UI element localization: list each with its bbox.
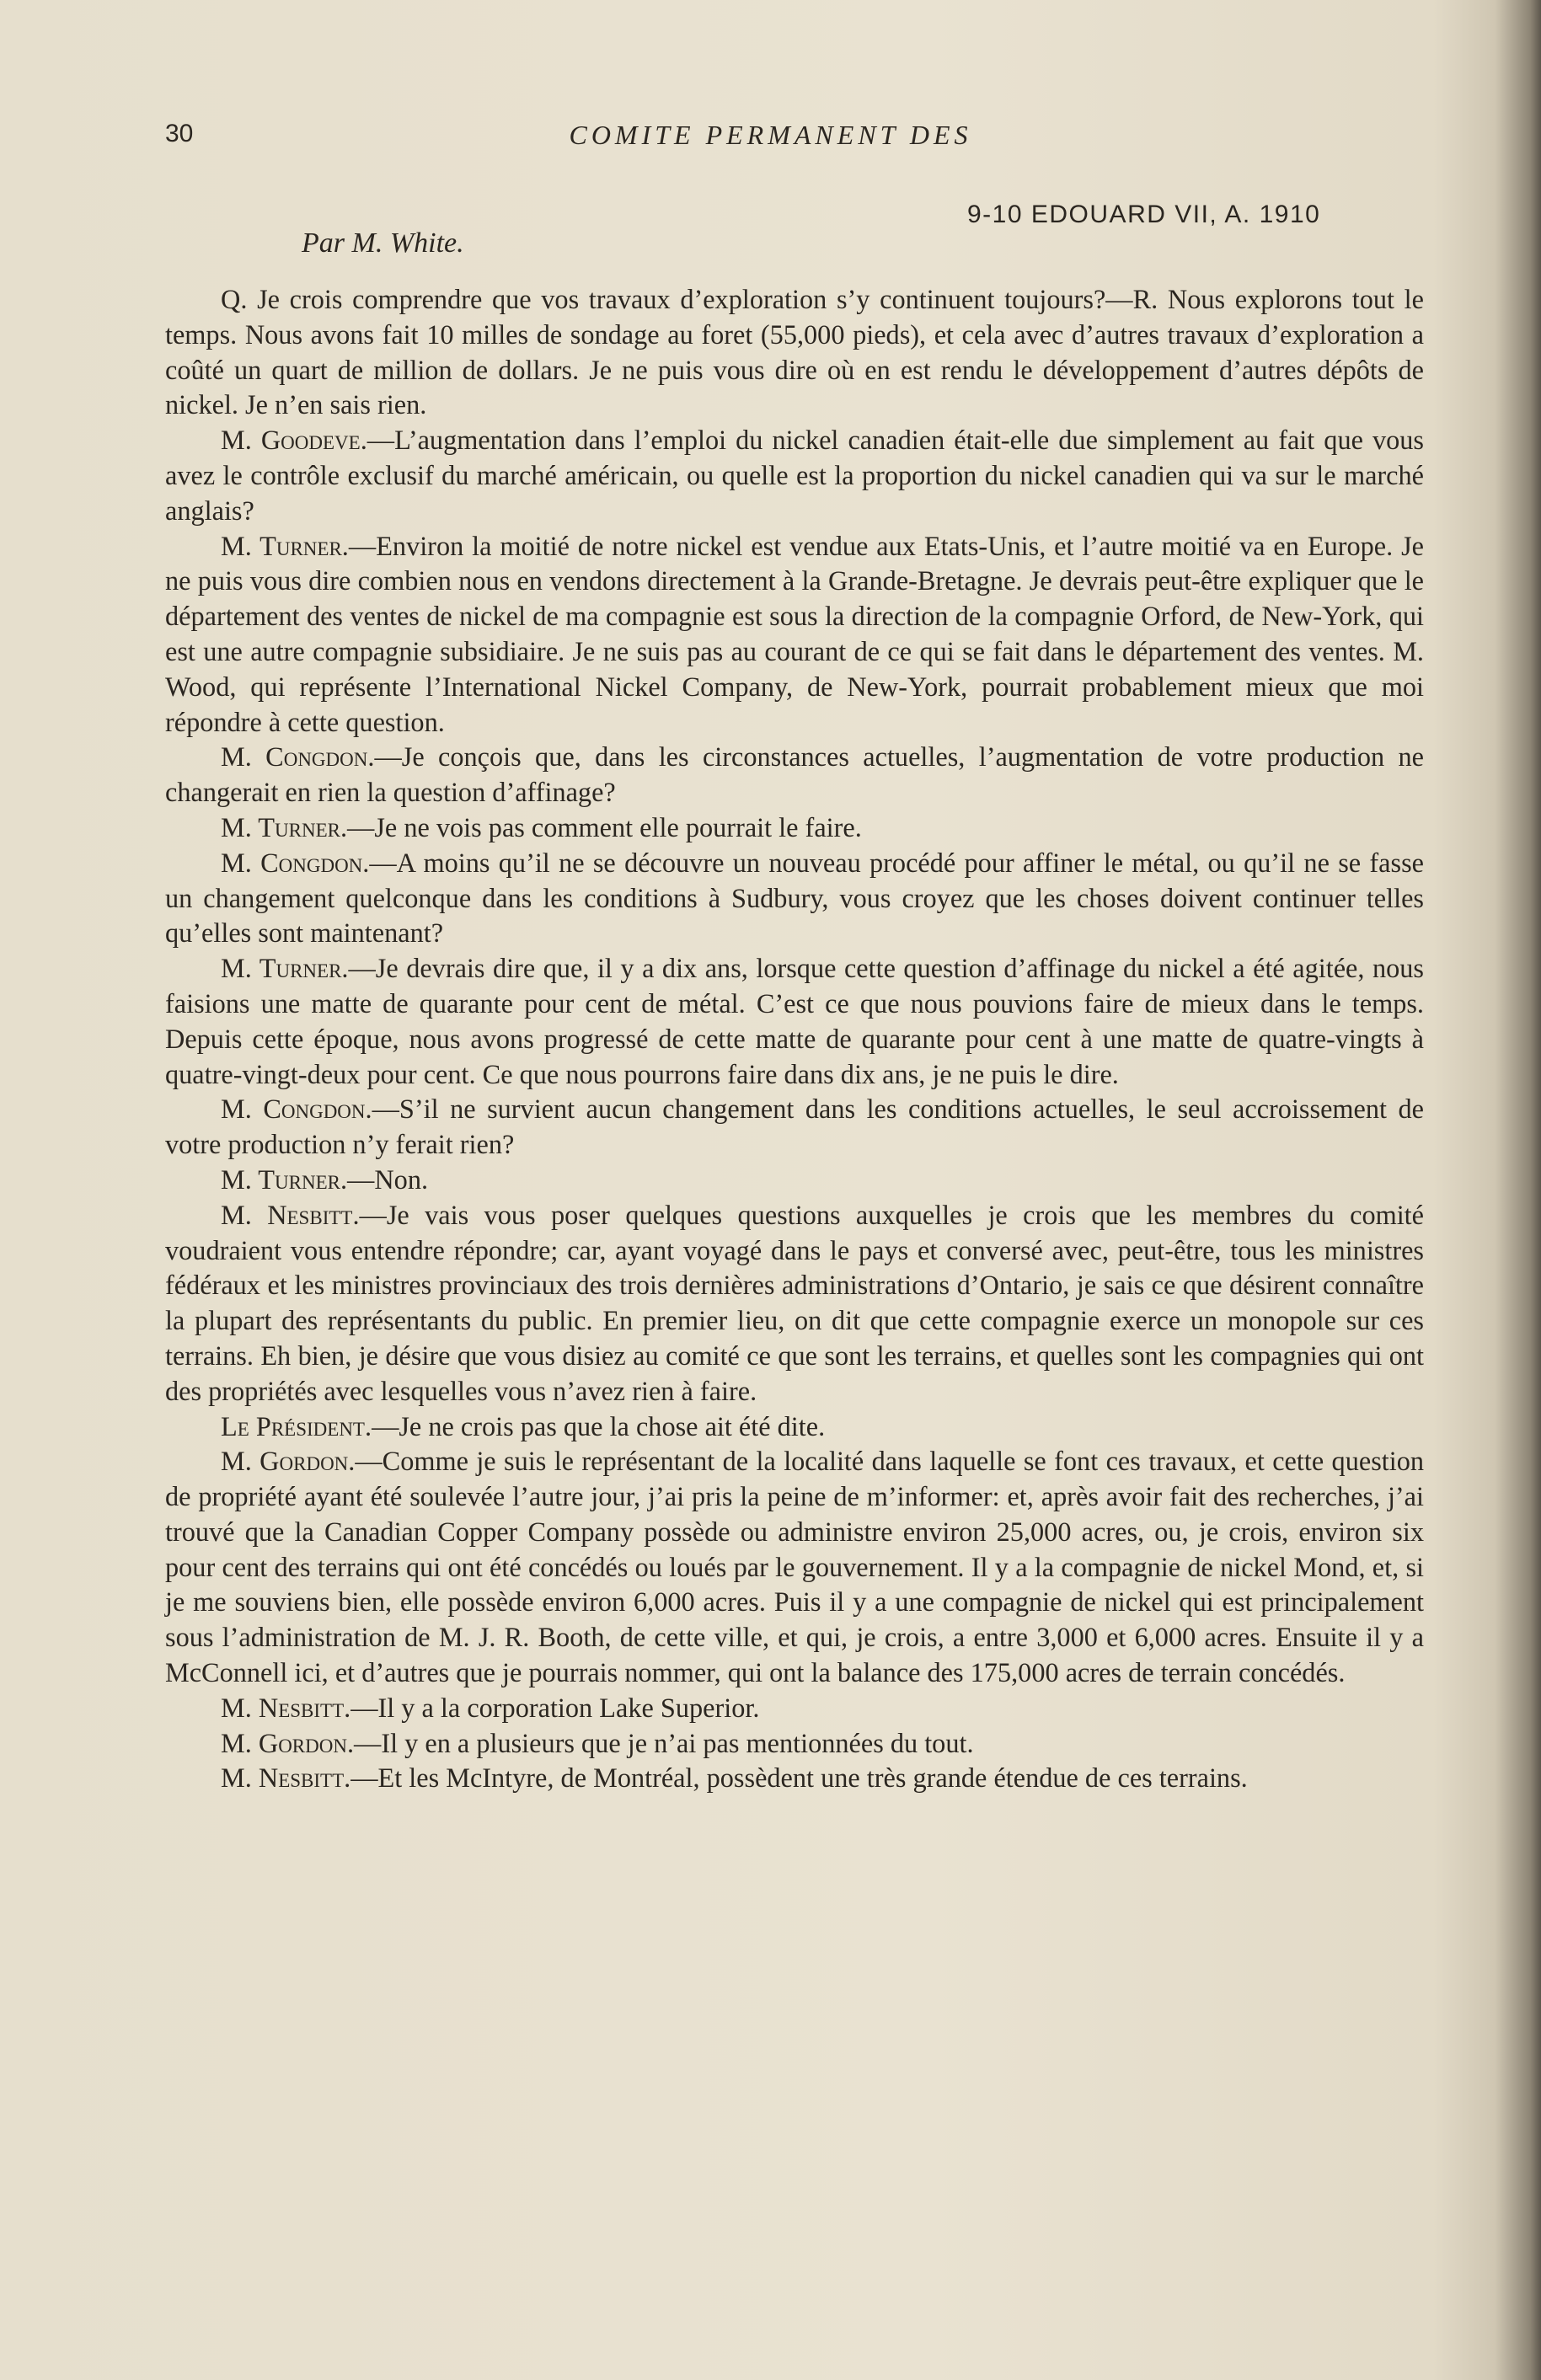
paragraph-nesbitt [165, 1691, 1424, 1726]
paragraph-text: —Environ la moitié de notre nickel est vendue aux Etats-Unis, et l’autre moitié va en Europe. Je ne puis vous dire combien nous en vendons directement à la Grande-Bretagne. Je devrais peut-être expliquer que le département des ventes de nickel de ma compagnie est sous la direction de la compagnie Orford, de New-York, qui est une autre compagnie subsidiaire. Je ne suis pas au courant de ce qui se fait dans le département des ventes. M. Wood, qui représente l’International Nickel Company, de New-York, pourrait probablement mieux que moi répondre à cette question. [165, 530, 1424, 737]
paragraph-congdon [165, 1092, 1424, 1163]
paragraph-turner [165, 529, 1424, 741]
speaker-name: M. Gordon. [221, 1727, 355, 1758]
paragraph-text: —Comme je suis le représentant de la localité dans laquelle se font ces travaux, et cette question de propriété ayant été soulevée l’autre jour, j’ai pris la peine de m’informer: et, après avoir fait des recherches, j’ai trouvé que la Canadian Copper Company possède ou administre environ 25,000 acres, ou, je crois, environ six pour cent des terrains qui ont été concédés ou loués par le gouvernement. Il y a la compagnie de nickel Mond, et, si je me souviens bien, elle possède environ 6,000 acres. Puis il y a une compagnie de nickel qui est principalement sous l’administration de M. J. R. Booth, de cette ville, et qui, je crois, a entre 3,000 et 6,000 acres. Ensuite il y a McConnell ici, et d’autres que je pourrais nommer, qui ont la balance des 175,000 acres de terrain concédés. [165, 1446, 1425, 1688]
paragraph-text: —Je devrais dire que, il y a dix ans, lorsque cette question d’affinage du nickel a été agitée, nous faisions une matte de quarante pour cent de métal. C’est ce que nous pouvions faire de mieux dans le temps. Depuis cette époque, nous avons progressé de cette matte de quarante pour cent à une matte de quatre-vingts à quatre-vingt-deux pour cent. Ce que nous pourrons faire dans dix ans, je ne puis le dire. [165, 953, 1424, 1089]
speaker-name: M. Nesbitt. [221, 1692, 351, 1723]
paragraph-congdon [165, 740, 1424, 810]
paragraph-text: —Il y a la corporation Lake Superior. [350, 1692, 760, 1723]
paragraph-turner [165, 1163, 1424, 1198]
paragraph-text: —Non. [347, 1163, 429, 1195]
paragraph-text: —L’augmentation dans l’emploi du nickel canadien était-elle due simplement au fait que vous avez le contrôle exclusif du marché américain, ou quelle est la proportion du nickel canadien qui va sur le marché anglais? [165, 425, 1424, 526]
paragraph-gordon [165, 1726, 1424, 1762]
paragraph-president [165, 1409, 1424, 1445]
speaker-name: M. Congdon. [221, 741, 375, 773]
speaker-name: M. Congdon. [221, 1094, 372, 1125]
session-label: 9-10 EDOUARD VII, A. 1910 [967, 201, 1321, 228]
speaker-name: M. Gordon. [221, 1446, 356, 1477]
running-head: COMITE PERMANENT DES [569, 120, 972, 150]
paragraph-nesbitt [165, 1198, 1424, 1409]
speaker-name: M. Turner. [221, 530, 349, 561]
page-number: 30 [165, 120, 194, 147]
paragraph-gordon [165, 1444, 1424, 1691]
paragraph-text: —Et les McIntyre, de Montréal, possèdent une très grande étendue de ces terrains. [350, 1762, 1248, 1794]
paragraph-turner [165, 810, 1424, 846]
speaker-name: M. Goodeve. [221, 425, 367, 456]
questioner-heading: Par M. White. [302, 227, 464, 259]
speaker-name: Le Président. [221, 1410, 372, 1441]
paragraph-text: —A moins qu’il ne se découvre un nouveau procédé pour affiner le métal, ou qu’il ne se fasse un changement quelconque dans les conditions à Sudbury, vous croyez que les choses doivent continuer telles qu’elles sont maintenant? [165, 847, 1424, 949]
paragraph-text: —Je ne crois pas que la chose ait été dite. [372, 1410, 826, 1441]
speaker-name: M. Turner. [221, 1163, 348, 1195]
paragraph-text: Q. Je crois comprendre que vos travaux d’exploration s’y continuent toujours?—R. Nous explorons tout le temps. Nous avons fait 10 milles de sondage au foret (55,000 pieds), et cela avec d’autres travaux d’exploration a coûté un quart de million de dollars. Je ne puis vous dire où en est rendu le développement d’autres dépôts de nickel. Je n’en sais rien. [165, 284, 1424, 420]
speaker-name: M. Turner. [221, 811, 348, 842]
paragraph-turner [165, 951, 1424, 1092]
paragraph-text: —Il y en a plusieurs que je n’ai pas mentionnées du tout. [354, 1727, 974, 1758]
paragraph-text: —Je vais vous poser quelques questions auxquelles je crois que les membres du comité voudraient vous entendre répondre; car, ayant voyagé dans le pays et conversé avec, peut-être, tous les ministres fédéraux et les ministres provinciaux des trois dernières administrations d’Ontario, je sais ce que désirent connaître la plupart des représentants du public. En premier lieu, on dit que cette compagnie exerce un monopole sur ces terrains. Eh bien, je désire que vous disiez au comité ce que sont les terrains, et quelles sont les compagnies qui ont des propriétés avec lesquelles vous n’avez rien à faire. [165, 1199, 1424, 1406]
paragraph-text: —S’il ne survient aucun changement dans les conditions actuelles, le seul accroissement de votre production n’y ferait rien? [165, 1094, 1424, 1160]
paragraph-text: —Je ne vois pas comment elle pourrait le faire. [347, 811, 862, 842]
speaker-name: M. Turner. [221, 953, 349, 984]
paragraph-congdon [165, 846, 1424, 951]
speaker-name: M. Nesbitt. [221, 1199, 360, 1230]
paragraph-question [165, 282, 1424, 423]
paragraph-nesbitt [165, 1761, 1424, 1796]
body-text [165, 282, 1424, 1796]
speaker-name: M. Congdon. [221, 847, 370, 878]
speaker-name: M. Nesbitt. [221, 1762, 351, 1794]
paragraph-goodeve [165, 423, 1424, 528]
paragraph-text: —Je conçois que, dans les circonstances actuelles, l’augmentation de votre production ne changerait en rien la question d’affinage? [165, 741, 1424, 808]
